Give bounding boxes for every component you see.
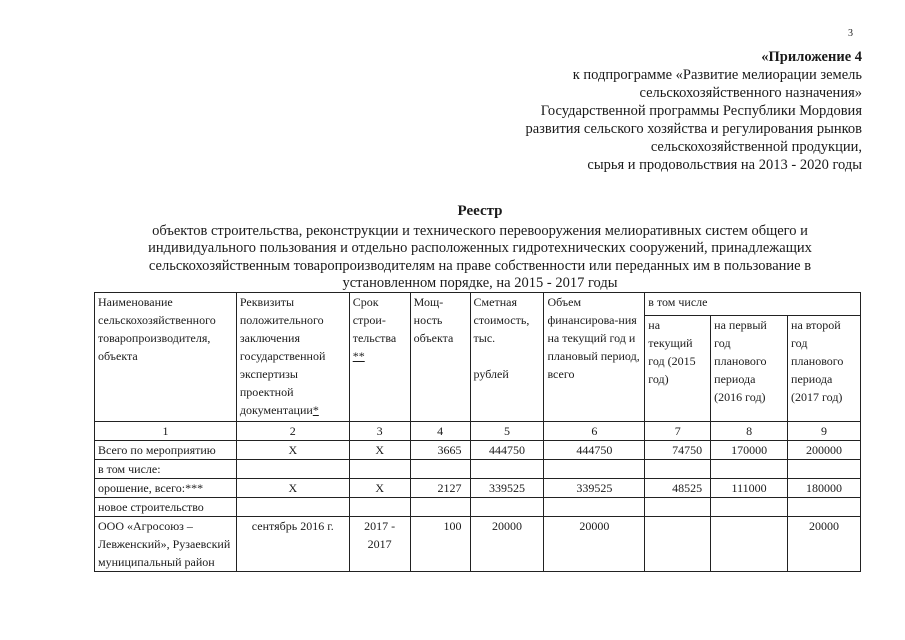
registry-table [94, 292, 861, 572]
header-including: в том числе [645, 293, 861, 316]
table-row [95, 441, 861, 460]
column-number: 7 [645, 422, 711, 441]
subtitle-line: индивидуального пользования и отдельно расположенных гидротехнических сооружений, принадлежащих [148, 240, 812, 256]
appendix-heading: «Приложение 4 [761, 49, 862, 65]
cell-second-plan-year: 200000 [788, 441, 861, 460]
column-number: 1 [95, 422, 237, 441]
cell-estimate: 339525 [470, 479, 544, 498]
header-first-plan-year: на первый год планового периода (2016 год) [711, 316, 788, 422]
cell-expertise: Х [236, 441, 349, 460]
cell-estimate [470, 498, 544, 517]
cell-second-plan-year [788, 460, 861, 479]
cell-expertise [236, 498, 349, 517]
cell-current-year: 48525 [645, 479, 711, 498]
cell-financing-total: 339525 [544, 479, 645, 498]
cell-financing-total [544, 498, 645, 517]
cell-expertise: сентябрь 2016 г. [236, 517, 349, 572]
cell-capacity [410, 460, 470, 479]
cell-financing-total: 20000 [544, 517, 645, 572]
header-expertise: Реквизиты положительного заключения государственной экспертизы проектной документации* [236, 293, 349, 422]
cell-financing-total: 444750 [544, 441, 645, 460]
appendix-line: сырья и продовольствия на 2013 - 2020 годы [587, 157, 862, 173]
cell-producer: ООО «Агросоюз – Левженский», Рузаевский муниципальный район [95, 517, 237, 572]
cell-second-plan-year: 20000 [788, 517, 861, 572]
cell-producer: новое строительство [95, 498, 237, 517]
header-current-year: на текущий год (2015 год) [645, 316, 711, 422]
column-number: 2 [236, 422, 349, 441]
cell-second-plan-year: 180000 [788, 479, 861, 498]
header-producer: Наименование сельскохозяйственного товаропроизводителя, объекта [95, 293, 237, 422]
appendix-line: сельскохозяйственной продукции, [650, 139, 862, 155]
subtitle-line: объектов строительства, реконструкции и технического перевооружения мелиоративных систем общего и [152, 222, 808, 239]
page-number: 3 [848, 28, 853, 39]
header-second-plan-year: на второй год планового периода (2017 год) [788, 316, 861, 422]
cell-current-year [645, 498, 711, 517]
cell-producer: в том числе: [95, 460, 237, 479]
cell-expertise: Х [236, 479, 349, 498]
cell-first-plan-year [711, 498, 788, 517]
document-title-block [95, 203, 865, 293]
appendix-line: развития сельского хозяйства и регулирования рынков [525, 121, 862, 137]
appendix-line: к подпрограмме «Развитие мелиорации земель [572, 67, 862, 83]
cell-term [349, 498, 410, 517]
header-estimate: Сметная стоимость, тыс. рублей [470, 293, 544, 422]
cell-current-year [645, 517, 711, 572]
cell-term: 2017 - 2017 [349, 517, 410, 572]
cell-first-plan-year [711, 460, 788, 479]
cell-expertise [236, 460, 349, 479]
column-number: 6 [544, 422, 645, 441]
appendix-header [525, 48, 862, 174]
cell-term: Х [349, 441, 410, 460]
column-number: 8 [711, 422, 788, 441]
table-row [95, 517, 861, 572]
appendix-line: Государственной программы Республики Мордовия [540, 103, 862, 119]
cell-estimate: 444750 [470, 441, 544, 460]
header-financing-total: Объем финансирова-ния на текущий год и плановый период, всего [544, 293, 645, 422]
appendix-line: сельскохозяйственного назначения» [639, 85, 862, 101]
cell-producer: Всего по мероприятию [95, 441, 237, 460]
table-row [95, 460, 861, 479]
cell-estimate: 20000 [470, 517, 544, 572]
header-term: Срок строи-тельства ** [349, 293, 410, 422]
cell-second-plan-year [788, 498, 861, 517]
header-capacity: Мощ-ность объекта [410, 293, 470, 422]
cell-capacity: 2127 [410, 479, 470, 498]
table-row [95, 498, 861, 517]
cell-capacity: 3665 [410, 441, 470, 460]
column-number: 9 [788, 422, 861, 441]
cell-capacity: 100 [410, 517, 470, 572]
cell-first-plan-year [711, 517, 788, 572]
cell-current-year [645, 460, 711, 479]
cell-first-plan-year: 170000 [711, 441, 788, 460]
column-number: 3 [349, 422, 410, 441]
cell-financing-total [544, 460, 645, 479]
column-number: 4 [410, 422, 470, 441]
cell-term [349, 460, 410, 479]
cell-first-plan-year: 111000 [711, 479, 788, 498]
cell-capacity [410, 498, 470, 517]
document-title: Реестр [457, 203, 503, 219]
subtitle-line: установленном порядке, на 2015 - 2017 годы [342, 275, 618, 291]
cell-term: Х [349, 479, 410, 498]
cell-estimate [470, 460, 544, 479]
table-row [95, 479, 861, 498]
table-header-row [95, 293, 861, 316]
cell-current-year: 74750 [645, 441, 711, 460]
column-number-row [95, 422, 861, 441]
cell-producer: орошение, всего:*** [95, 479, 237, 498]
subtitle-line: сельскохозяйственным товаропроизводителям на праве собственности или переданных им в пользование в [148, 257, 812, 274]
column-number: 5 [470, 422, 544, 441]
